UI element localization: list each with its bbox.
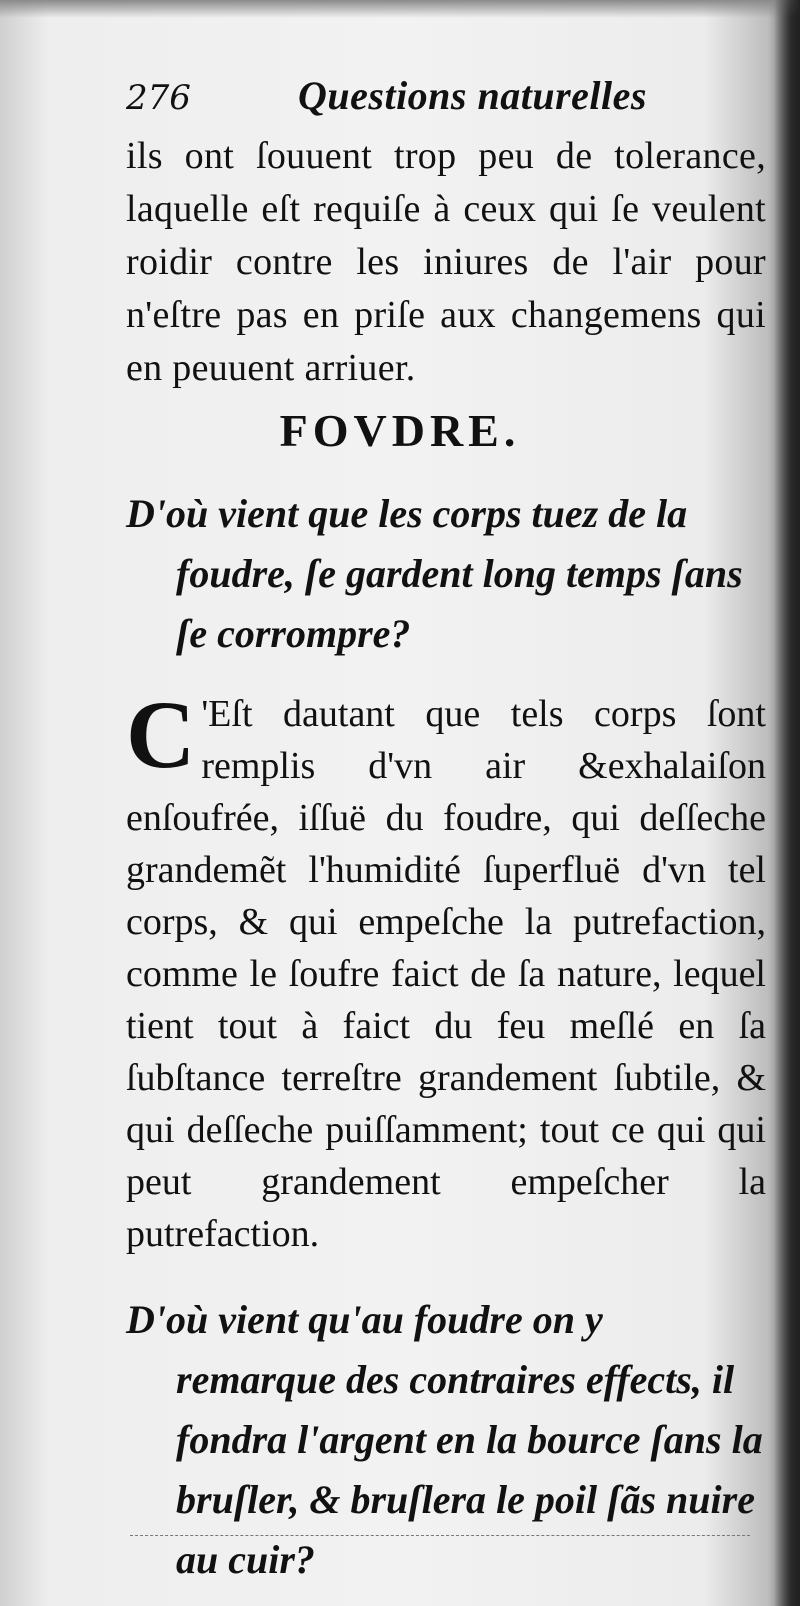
page-binding-edge — [774, 0, 800, 1606]
answer-1-text: 'Eſt dautant que tels corps ſont remplis d'vn air &exhalaiſon enſoufrée, iſſuë du foudre, qui deſſeche grandemẽt l'humidité ſuperfluë d'vn tel corps, & qui empeſche la putrefaction, comme le ſoufre faict de ſa nature, lequel tient tout à faict du feu meſlé en ſa ſubſtance terreſtre grandement ſubtile, & qui deſſeche puiſſamment; tout ce qui qui peut grandement empeſcher la putrefaction. — [126, 693, 766, 1255]
paragraph-continued: ils ont ſouuent trop peu de tolerance, laquelle eſt requiſe à ceux qui ſe veulent roidir contre les iniures de l'air pour n'eſtre pas en priſe aux changemens qui en peuuent arriuer. — [126, 135, 766, 389]
answer-1 — [126, 681, 766, 1260]
question-1: D'où vient que les corps tuez de la foudre, ſe gardent long temps ſans ſe corrompre? — [126, 491, 743, 656]
question-2: D'où vient qu'au foudre on y remarque des contraires effects, il fondra l'argent en la bource ſans la bruſler, & bruſlera le poil ſãs nuire au cuir? — [126, 1297, 763, 1582]
page-header — [126, 72, 766, 132]
footer-rule — [130, 1535, 750, 1536]
running-title: Questions naturelles — [298, 73, 647, 118]
page-top-shadow — [0, 0, 800, 18]
section-heading: FOVDRE. — [279, 405, 521, 456]
page-number: 276 — [126, 78, 191, 118]
drop-cap-initial: C — [126, 681, 196, 788]
